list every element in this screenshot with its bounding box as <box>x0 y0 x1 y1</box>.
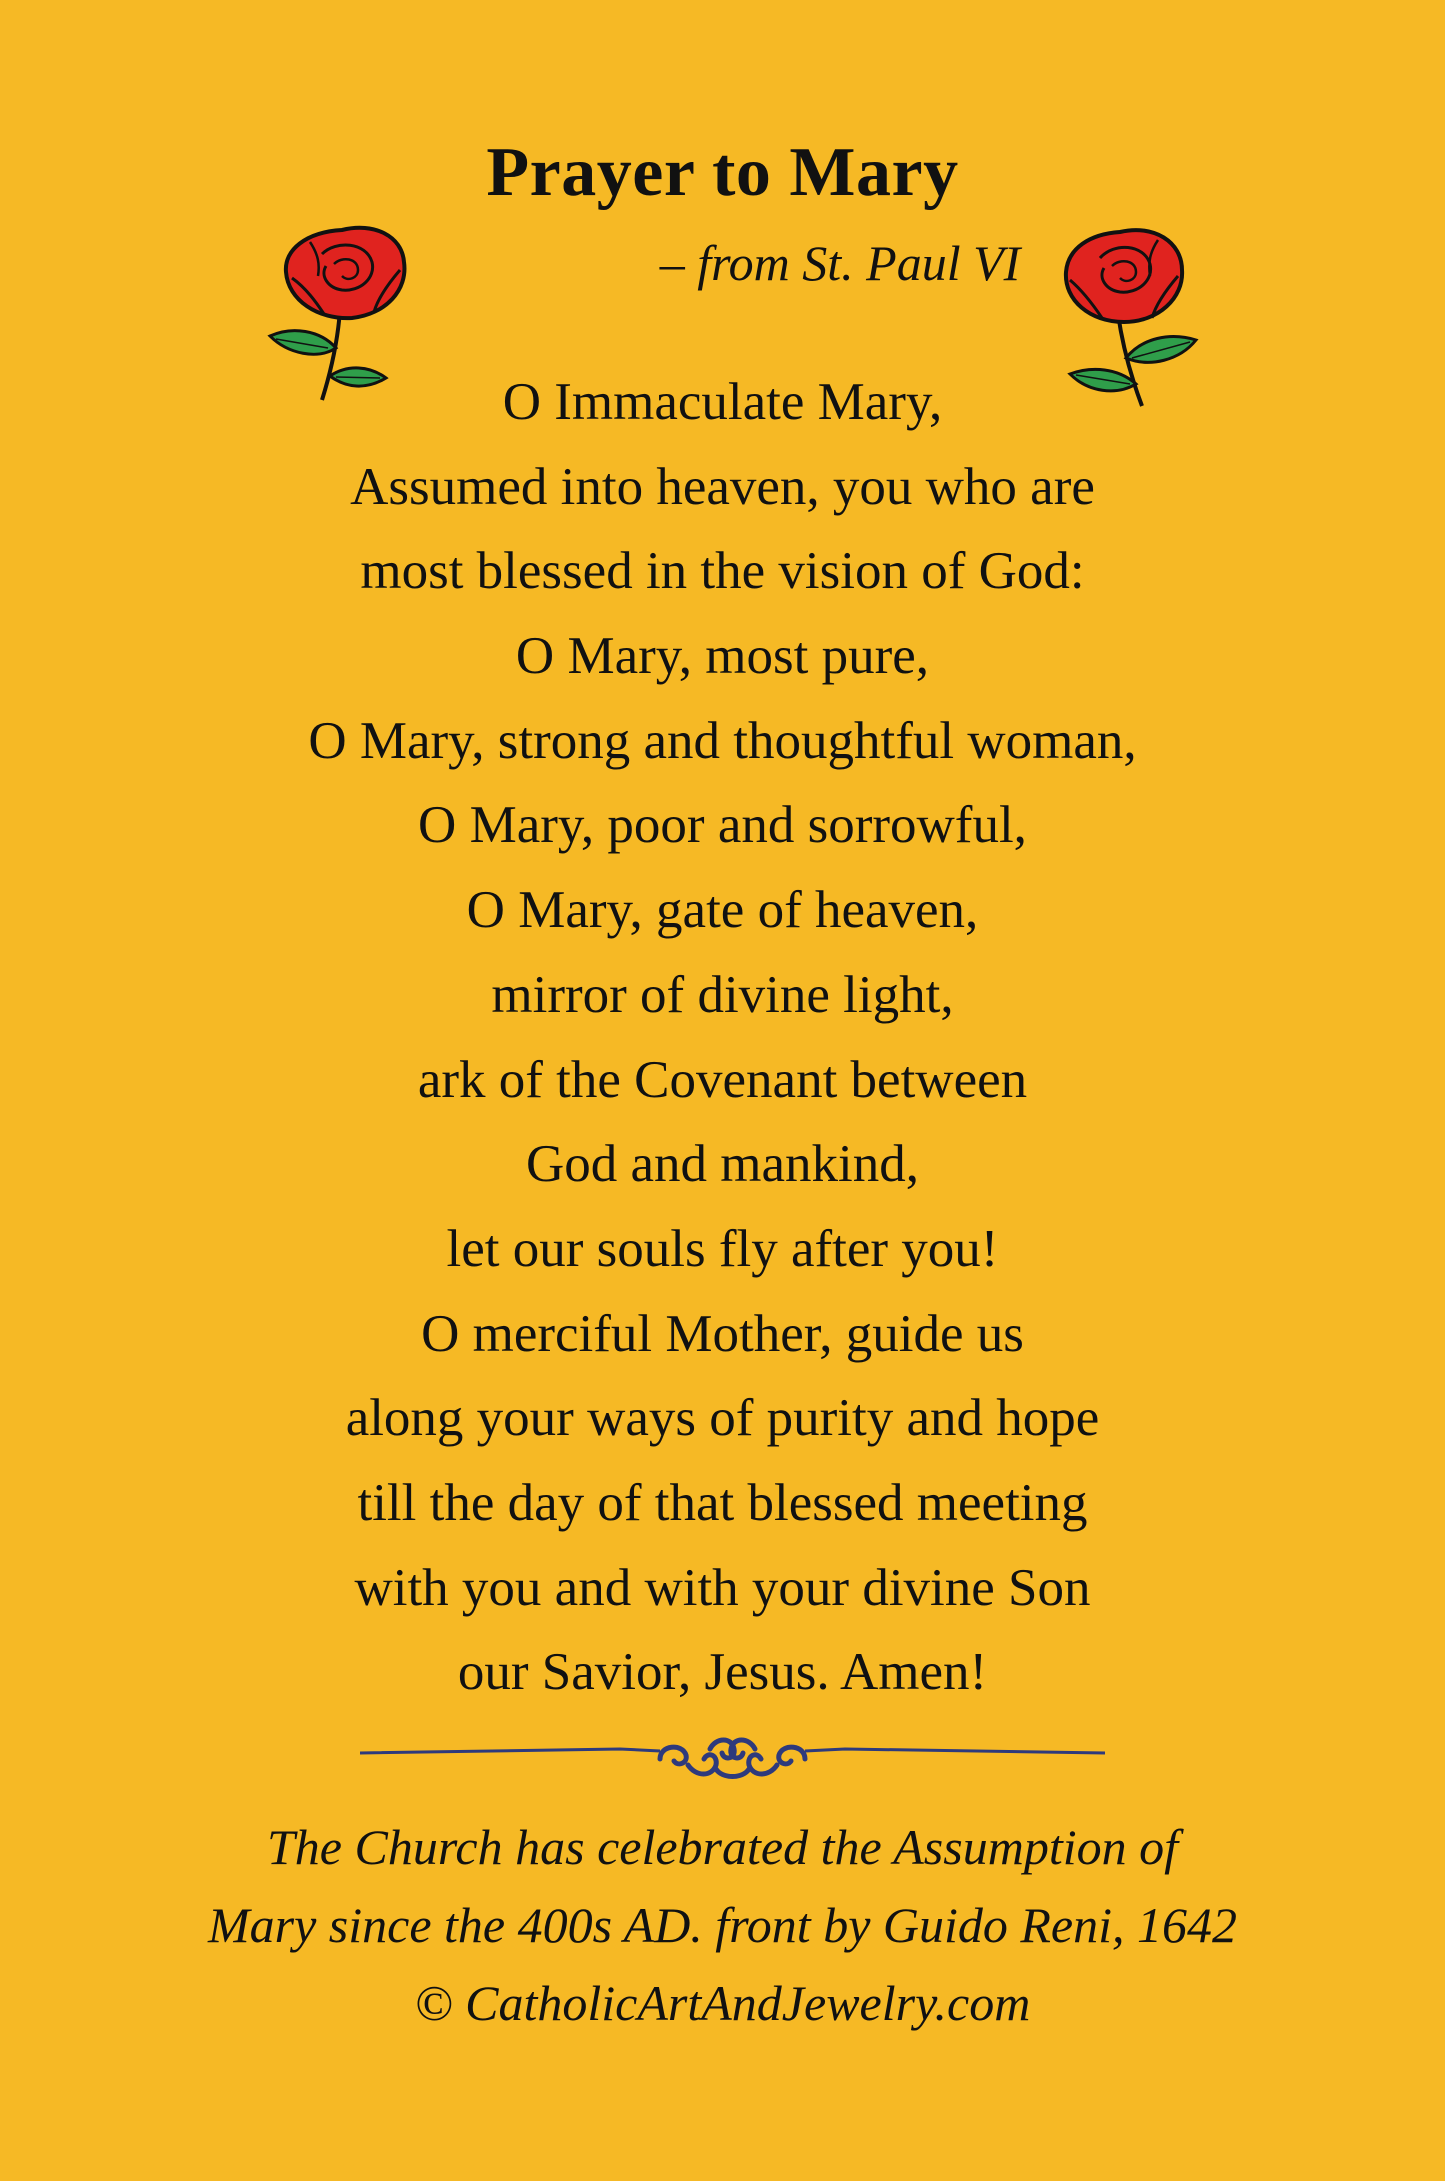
prayer-line: most blessed in the vision of God: <box>360 542 1085 601</box>
footer-line: Mary since the 400s AD. front by Guido Reni, 1642 <box>207 1897 1238 1953</box>
attribution: – from St. Paul VI <box>659 235 1021 291</box>
prayer-line: God and mankind, <box>525 1135 920 1194</box>
prayer-line: O Mary, gate of heaven, <box>466 881 979 940</box>
prayer-line: mirror of divine light, <box>491 965 954 1024</box>
ornamental-divider-icon <box>360 1725 1105 1785</box>
prayer-line: O Immaculate Mary, <box>502 373 943 431</box>
prayer-line: our Savior, Jesus. Amen! <box>457 1643 988 1702</box>
footer-line: The Church has celebrated the Assumption of <box>266 1819 1179 1875</box>
prayer-line: O Mary, most pure, <box>515 627 930 686</box>
prayer-line: let our souls fly after you! <box>446 1219 999 1278</box>
copyright-line: © CatholicArtAndJewelry.com <box>414 1975 1031 2031</box>
prayer-line: with you and with your divine Son <box>354 1558 1091 1617</box>
prayer-line: Assumed into heaven, you who are <box>350 457 1095 516</box>
prayer-line: O merciful Mother, guide us <box>421 1304 1024 1363</box>
page-title: Prayer to Mary <box>486 134 959 211</box>
prayer-line: ark of the Covenant between <box>417 1050 1028 1109</box>
footer-notes <box>0 1808 1445 2042</box>
prayer-line: till the day of that blessed meeting <box>357 1473 1088 1532</box>
prayer-text <box>0 360 1445 1715</box>
prayer-line: along your ways of purity and hope <box>345 1389 1100 1448</box>
prayer-line: O Mary, poor and sorrowful, <box>418 796 1027 855</box>
prayer-line: O Mary, strong and thoughtful woman, <box>308 711 1137 770</box>
